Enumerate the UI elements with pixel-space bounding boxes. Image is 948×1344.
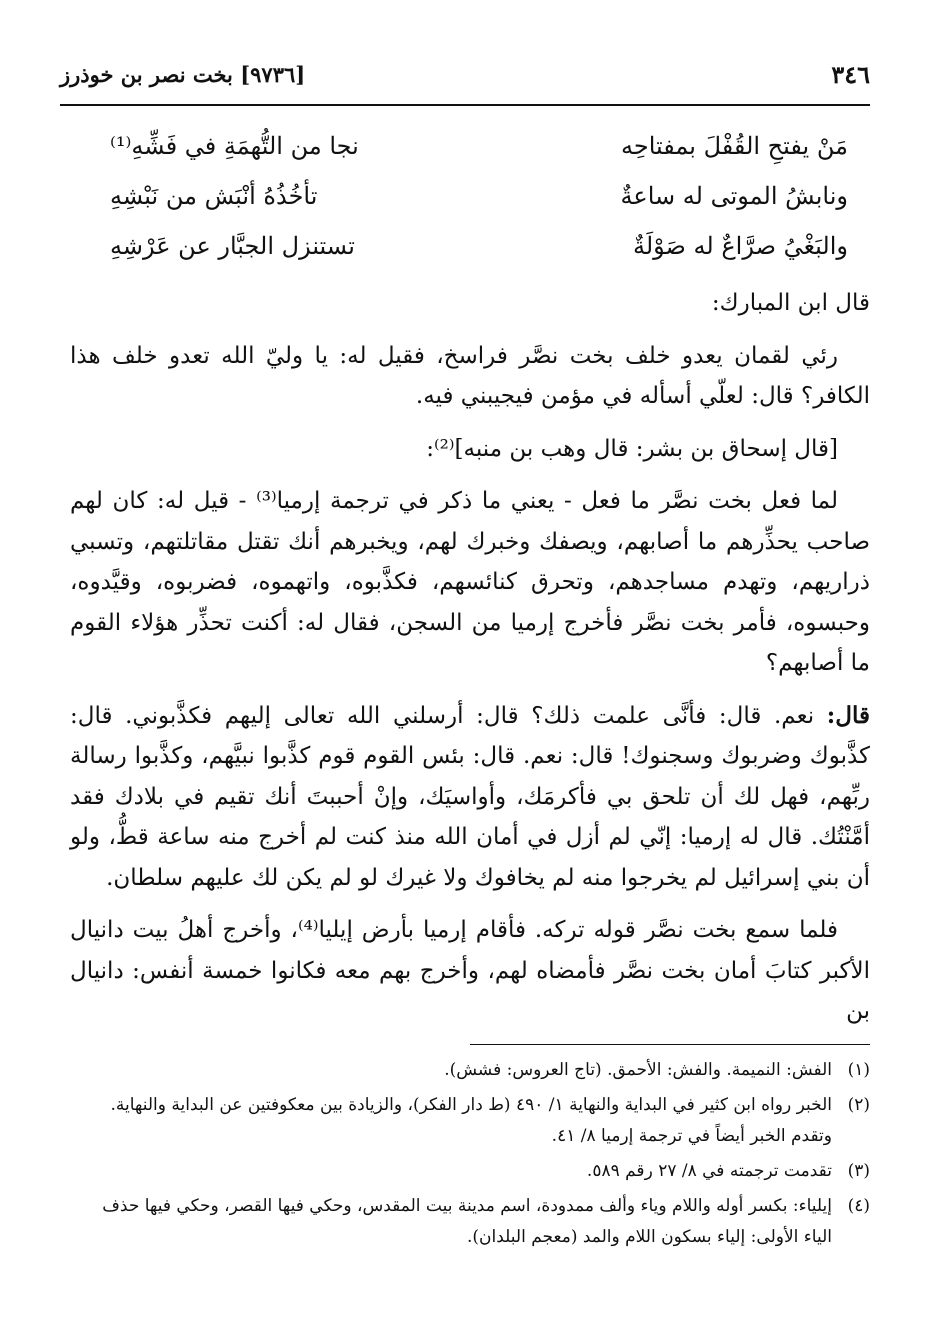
poem-verse — [110, 132, 848, 182]
footnote-text: إيلياء: بكسر أوله واللام وياء وألف ممدودة، اسم مدينة بيت المقدس، وحكي فيها القصر، وحكي فيها حذف الياء الأولى: إلياء بسكون اللام والمد (معجم البلدان). — [102, 1196, 832, 1247]
verse-first-hemistich: مَنْ يفتحِ القُفْلَ بمفتاحِه — [621, 132, 848, 160]
footnote — [70, 1191, 870, 1253]
paragraph: قال ابن المبارك: — [711, 290, 870, 316]
paragraph: لما فعل بخت نصَّر ما فعل - يعني ما ذكر في ترجمة إرميا⁽³⁾ - قيل له: كان لهم صاحب يحذِّرهم ما أصابهم، ويصفك وخبرك لهم، ويخبرهم أنك تقتل مقاتلتهم، وتسبي ذراريهم، وتهدم مساجدهم، وتحرق كنائسهم، فكذَّبوه، واتهموه، فضربوه، وقيَّدوه، وحبسوه، فأمر بخت نصَّر فأخرج إرميا من السجن، فقال له: أكنت تحذِّر هؤلاء القوم ما أصابهم؟ — [70, 488, 870, 676]
poem-verse — [110, 182, 848, 232]
body-text — [70, 283, 870, 1044]
paragraph: [قال إسحاق بن بشر: قال وهب بن منبه]⁽²⁾: — [426, 435, 838, 462]
footnotes — [70, 1055, 870, 1257]
paragraph: فلما سمع بخت نصَّر قوله تركه. فأقام إرميا بأرض إيليا⁽⁴⁾، وأخرج أهلُ بيت دانيال الأكبر كتابَ أمان بخت نصَّر فأمضاه لهم، وأخرج بهم معه فكانوا خمسة أنفس: دانيال بن — [70, 917, 870, 1024]
footnote-number: (٤) — [847, 1196, 870, 1216]
verse-second-hemistich: تأخُذُهُ أنْبَش من نَبْشِهِ — [110, 182, 318, 210]
footnote — [70, 1156, 870, 1187]
paragraph: رئي لقمان يعدو خلف بخت نصَّر فراسخ، فقيل له: يا وليّ الله تعدو خلف هذا الكافر؟ قال: لعلّي أسأله في مؤمن فيجيبني فيه. — [70, 342, 870, 409]
footnote-text: الفش: النميمة. والفش: الأحمق. (تاج العروس: فشش). — [444, 1060, 832, 1080]
footnote-rule — [470, 1044, 870, 1045]
header-rule — [60, 104, 870, 106]
footnote-number: (١) — [847, 1060, 870, 1080]
footnote-text: الخبر رواه ابن كثير في البداية والنهاية ١/ ٤٩٠ (ط دار الفكر)، والزيادة بين معكوفتين عن البداية والنهاية. وتقدم الخبر أيضاً في ترجمة إرميا ٨/ ٤١. — [110, 1095, 832, 1146]
footnote-number: (٣) — [847, 1161, 870, 1181]
verse-second-hemistich: تستنزل الجبَّار عن عَرْشِهِ — [110, 232, 355, 260]
page-header — [60, 58, 870, 98]
footnote-text: تقدمت ترجمته في ٨/ ٢٧ رقم ٥٨٩. — [586, 1161, 832, 1181]
page-number: ٣٤٦ — [831, 60, 870, 89]
verse-second-hemistich: نجا من التُّهمَةِ في فَشِّهِ⁽¹⁾ — [110, 132, 359, 160]
footnote — [70, 1090, 870, 1152]
running-title: [٩٧٣٦] بخت نصر بن خوذرز — [60, 62, 306, 87]
poem-verse — [110, 232, 848, 282]
footnote-number: (٢) — [847, 1095, 870, 1115]
verse-first-hemistich: ونابشُ الموتى له ساعةٌ — [620, 182, 848, 210]
poem — [110, 132, 848, 282]
speaker-lead: قال: — [826, 701, 870, 729]
footnote — [70, 1055, 870, 1086]
paragraph: قال: نعم. قال: فأنَّى علمت ذلك؟ قال: أرسلني الله تعالى إليهم فكذَّبوني. قال: كذَّبوك وضربوك وسجنوك! قال: نعم. قال: بئس القوم قوم كذَّبوا نبيَّهم، وكذَّبوا رسالة ربِّهم، فهل لك أن تلحق بي فأكرمَك، وأواسيَك، وإنْ أحببتَ أنك تقيم في بلادك فقد أمَّنْتُك. قال له إرميا: إنّي لم أزل في أمان الله منذ كنت لم أخرج منه ساعة قطُّ، ولو أن بني إسرائيل لم يخرجوا منه لم يخافوك ولا غيرك لو لم يكن لك عليهم سلطان. — [70, 701, 870, 891]
verse-first-hemistich: والبَغْيُ صرَّاعٌ له صَوْلَةٌ — [632, 232, 848, 260]
